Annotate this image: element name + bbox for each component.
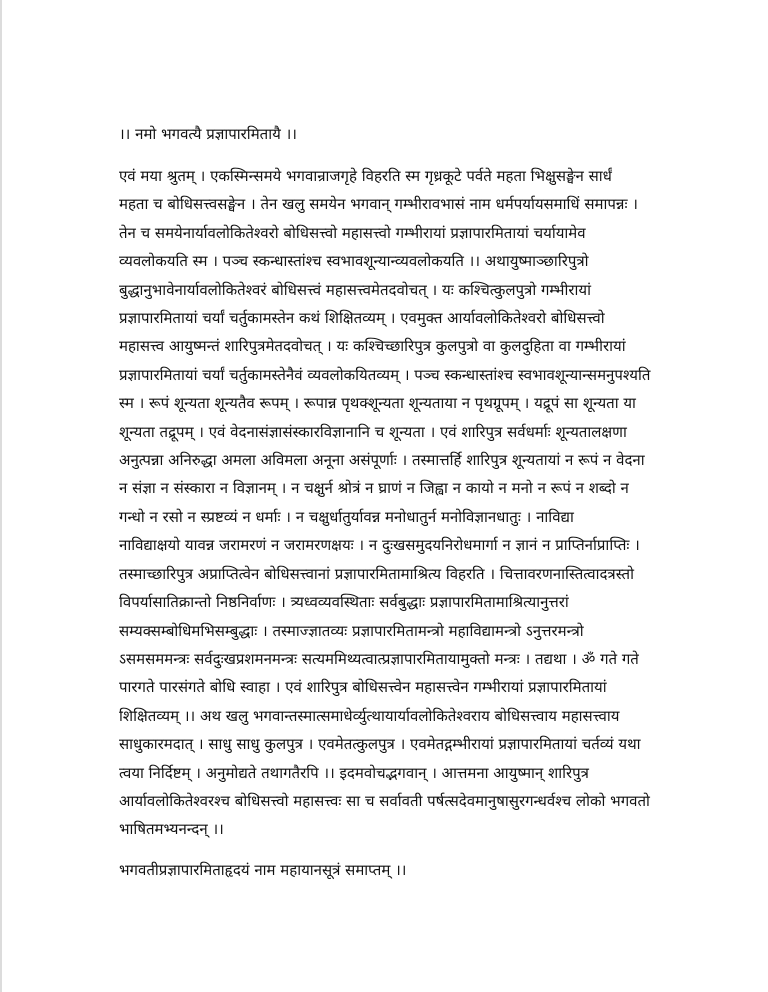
text-line: अनुत्पन्ना अनिरुद्धा अमला अविमला अनूना असंपूर्णाः । तस्मात्तर्हि शारिपुत्र शून्यतायां न रूपं न वेदना bbox=[119, 451, 645, 470]
text-line: न संज्ञा न संस्कारा न विज्ञानम् । न चक्षुर्न श्रोत्रं न घ्राणं न जिह्वा न कायो न मनो न रूपं न शब्दो न bbox=[119, 479, 629, 498]
text-line: सम्यक्सम्बोधिमभिसम्बुद्धाः । तस्माज्ज्ञातव्यः प्रज्ञापारमितामन्त्रो महाविद्यामन्त्रो ऽनुत्तरमन्त्रो bbox=[119, 621, 584, 640]
colophon: भगवतीप्रज्ञापारमिताहृदयं नाम महायानसूत्रं समाप्तम् ।। bbox=[119, 860, 407, 879]
text-line: भाषितमभ्यनन्दन् ।। bbox=[119, 820, 224, 839]
text-line: विपर्यासातिक्रान्तो निष्ठनिर्वाणः । त्र्यध्वव्यवस्थिताः सर्वबुद्धाः प्रज्ञापारमितामाश्रित्यानुत्तरां bbox=[119, 593, 569, 612]
text-line: व्यवलोकयति स्म । पञ्च स्कन्धास्तांश्च स्वभावशून्यान्व्यवलोकयति ।। अथायुष्माञ्छारिपुत्रो bbox=[119, 252, 589, 271]
text-line: नाविद्याक्षयो यावन्न जरामरणं न जरामरणक्षयः । न दुःखसमुदयनिरोधमार्गा न ज्ञानं न प्राप्तिर्नाप्राप्तिः । bbox=[119, 536, 640, 555]
document-page bbox=[119, 120, 719, 884]
text-line: साधुकारमदात् । साधु साधु कुलपुत्र । एवमेतत्कुलपुत्र । एवमेतद्गम्भीरायां प्रज्ञापारमितायां चर्तव्यं यथा bbox=[119, 735, 641, 754]
text-line: तेन च समयेनार्यावलोकितेश्वरो बोधिसत्त्वो महासत्त्वो गम्भीरायां प्रज्ञापारमितायां चर्यायामेव bbox=[119, 223, 586, 242]
text-line: गन्धो न रसो न स्प्रष्टव्यं न धर्माः । न चक्षुर्धातुर्यावन्न मनोधातुर्न मनोविज्ञानधातुः । नाविद्या bbox=[119, 507, 574, 526]
text-line: प्रज्ञापारमितायां चर्यां चर्तुकामस्तेन कथं शिक्षितव्यम् । एवमुक्त आर्यावलोकितेश्वरो बोधिसत्त्वो bbox=[119, 309, 605, 328]
invocation-title: ।। नमो भगवत्यै प्रज्ञापारमितायै ।। bbox=[119, 125, 297, 143]
text-line: पारगते पारसंगते बोधि स्वाहा । एवं शारिपुत्र बोधिसत्त्वेन महासत्त्वेन गम्भीरायां प्रज्ञापारमितायां bbox=[119, 678, 607, 697]
text-line: शिक्षितव्यम् ।। अथ खलु भगवान्तस्मात्समाधेर्व्युत्थायार्यावलोकितेश्वराय बोधिसत्त्वाय महासत्त्वाय bbox=[119, 706, 620, 725]
text-line: महासत्त्व आयुष्मन्तं शारिपुत्रमेतदवोचत् । यः कश्चिच्छारिपुत्र कुलपुत्रो वा कुलदुहिता वा गम्भीरायां bbox=[119, 337, 626, 356]
text-line: एवं मया श्रुतम् । एकस्मिन्समये भगवान्राजगृहे विहरति स्म गृध्रकूटे पर्वते महता भिक्षुसङ्घेन सार्धं bbox=[119, 167, 612, 185]
text-line: तस्माच्छारिपुत्र अप्राप्तित्वेन बोधिसत्त्वानां प्रज्ञापारमितामाश्रित्य विहरति । चित्तावरणनास्तित्वादत्रस्तो bbox=[119, 564, 634, 583]
text-line: शून्यता तद्रूपम् । एवं वेदनासंज्ञासंस्कारविज्ञानानि च शून्यता । एवं शारिपुत्र सर्वधर्माः शून्यतालक्षणा bbox=[119, 422, 627, 441]
text-line: बुद्धानुभावेनार्यावलोकितेश्वरं बोधिसत्त्वं महासत्त्वमेतदवोचत् । यः कश्चित्कुलपुत्रो गम्भीरायां bbox=[119, 280, 591, 299]
text-line: स्म । रूपं शून्यता शून्यतैव रूपम् । रूपान्न पृथक्शून्यता शून्यताया न पृथग्रूपम् । यद्रूपं सा शून्यता या bbox=[119, 394, 636, 413]
text-line: आर्यावलोकितेश्वरश्च बोधिसत्त्वो महासत्त्वः सा च सर्वावती पर्षत्सदेवमानुषासुरगन्धर्वश्च लोको भगवतो bbox=[119, 791, 650, 810]
sutra-body bbox=[119, 162, 719, 844]
text-line: प्रज्ञापारमितायां चर्यां चर्तुकामस्तेनैवं व्यवलोकयितव्यम् । पञ्च स्कन्धास्तांश्च स्वभावशून्यान्समनुपश्यति bbox=[119, 365, 651, 384]
text-line: महता च बोधिसत्त्वसङ्घेन । तेन खलु समयेन भगवान् गम्भीरावभासं नाम धर्मपर्यायसमाधिं समापन्नः । bbox=[119, 195, 638, 214]
text-line: ऽसमसममन्त्रः सर्वदुःखप्रशमनमन्त्रः सत्यममिथ्यत्वात्प्रज्ञापारमितायामुक्तो मन्त्रः । तद्यथा । ॐ गते गते bbox=[119, 649, 639, 668]
text-line: त्वया निर्दिष्टम् । अनुमोद्यते तथागतैरपि ।। इदमवोचद्भगवान् । आत्तमना आयुष्मान् शारिपुत्र bbox=[119, 763, 589, 782]
